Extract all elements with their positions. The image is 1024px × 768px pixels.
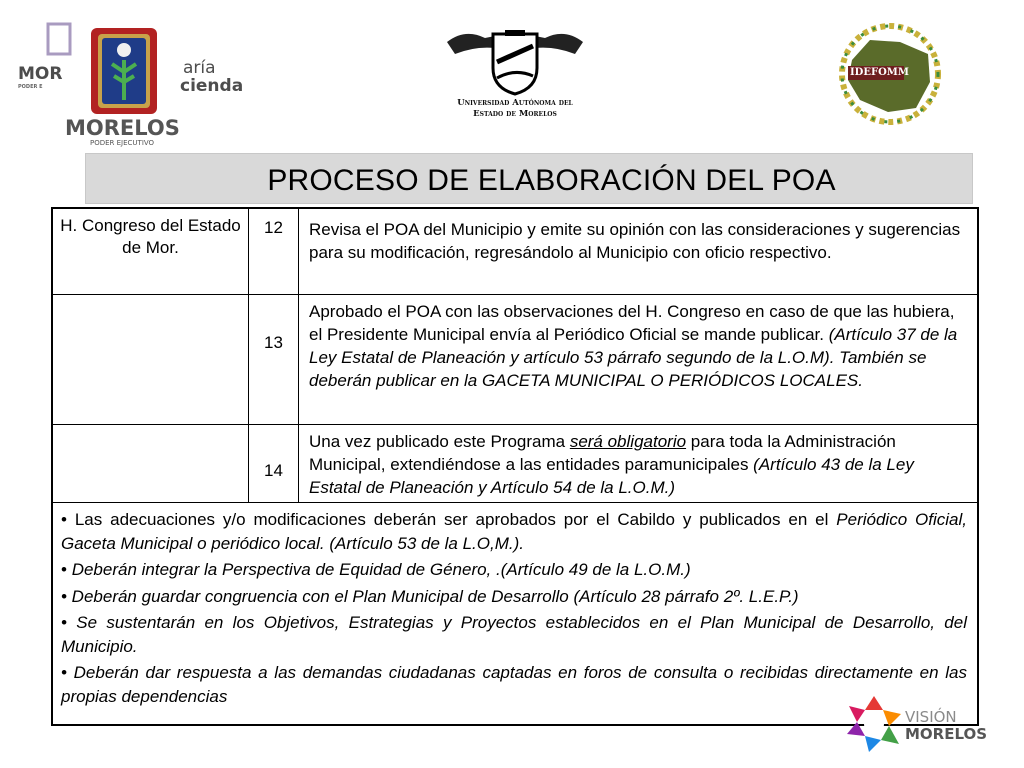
step-emphasis: será obligatorio (569, 432, 687, 451)
secretaria-text-aria: aría (183, 58, 216, 78)
secretaria-hacienda-logo (18, 20, 248, 150)
uaem-caption-line1: Universidad Autónoma del (457, 98, 573, 108)
step-text: para toda la Administración Municipal, extendiéndose a las entidades paramunicipales (309, 432, 896, 474)
step-legal-reference: (Artículo 43 de la Ley Estatal de Planeación y Artículo 54 de la L.O.M.) (309, 455, 914, 497)
steps-table (53, 209, 977, 502)
secretaria-text-mor: MOR (18, 64, 63, 84)
title-bar (85, 153, 973, 204)
step-actor (53, 425, 249, 502)
uaem-crest-icon (445, 28, 585, 96)
note-text-italic: • Se sustentarán en los Objetivos, Estrategias y Proyectos establecidos en el Plan Municipal de Desarrollo, del Municipio. (61, 613, 967, 656)
vision-morelos-star-icon (843, 694, 905, 754)
morelos-footer-label: MORELOS (905, 725, 988, 743)
secretaria-text-small: PODER E (18, 84, 43, 90)
step-legal-reference: (Artículo 37 de la Ley Estatal de Planeación y artículo 53 párrafo segundo de la L.O.M). También se deberán publicar en la GACETA MUNICIPAL O PERIÓDICOS LOCALES. (309, 325, 958, 390)
step-number: 13 (249, 295, 299, 424)
idefomm-label: IDEFOMM (850, 67, 909, 78)
step-actor (53, 295, 249, 424)
secretaria-text-cienda: cienda (180, 76, 244, 96)
content-frame (51, 207, 979, 726)
step-row-13 (53, 294, 977, 424)
page-title: PROCESO DE ELABORACIÓN DEL POA (267, 164, 836, 197)
note-item (61, 558, 967, 582)
step-row-12 (53, 209, 977, 294)
step-number: 12 (249, 209, 299, 294)
poder-ejecutivo-label: PODER EJECUTIVO (90, 139, 155, 147)
note-item (61, 585, 967, 609)
note-item (61, 611, 967, 658)
note-text-italic: Deberán integrar la Perspectiva de Equidad de Género, .(Artículo 49 de la L.O.M.) (71, 560, 691, 579)
step-description: Revisa el POA del Municipio y emite su opinión con las consideraciones y sugerencias para su modificación, regresándolo al Municipio con oficio respectivo. (309, 220, 961, 262)
note-bullet: • (61, 560, 72, 579)
step-actor: H. Congreso del Estado de Mor. (53, 209, 249, 294)
note-text-italic: • Deberán dar respuesta a las demandas ciudadanas captadas en foros de consulta o recibidas directamente en las propias dependencias (61, 663, 967, 706)
step-number: 14 (249, 425, 299, 502)
step-description (309, 300, 969, 392)
idefomm-logo (830, 20, 950, 128)
step-row-14 (53, 424, 977, 502)
step-description (309, 430, 969, 499)
step-text: Aprobado el POA con las observaciones del H. Congreso en caso de que las hubiera, el Presidente Municipal envía al Periódico Oficial se mande publicar. (309, 302, 955, 344)
vision-label: VISIÓN (905, 708, 957, 726)
step-text: Una vez publicado este Programa (309, 432, 570, 451)
note-item (61, 661, 967, 708)
notes-section (53, 502, 977, 711)
uaem-logo (445, 28, 585, 123)
note-text-italic: • Deberán guardar congruencia con el Plan Municipal de Desarrollo (Artículo 28 párrafo 2º. L.E.P.) (61, 586, 799, 606)
note-text-italic: Periódico Oficial, Gaceta Municipal o periódico local. (Artículo 53 de la L.O,M.). (61, 510, 967, 553)
morelos-label: MORELOS (65, 116, 180, 140)
vision-morelos-logo (843, 694, 998, 754)
note-item (61, 508, 967, 555)
uaem-caption-line2: Estado de Morelos (473, 109, 557, 119)
note-text: • Las adecuaciones y/o modificaciones deberán ser aprobados por el Cabildo y publicados en el (61, 510, 837, 529)
